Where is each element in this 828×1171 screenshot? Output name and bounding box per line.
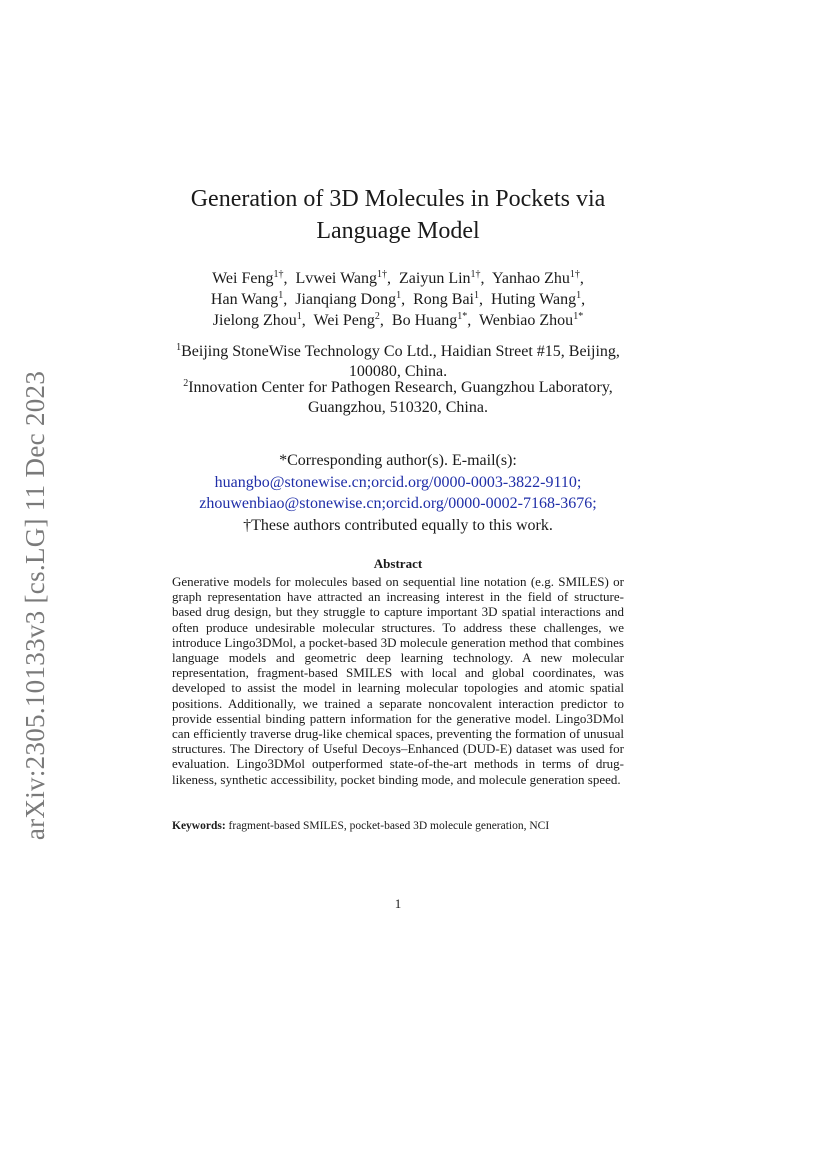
author-name-text: Jielong Zhou	[212, 312, 297, 329]
affiliation-line: Guangzhou, 510320, China.	[308, 399, 488, 416]
author-affiliation-marker: 1†	[470, 269, 481, 280]
author-affiliation-marker: 1	[576, 290, 582, 301]
equal-contribution-note: †These authors contributed equally to this work.	[243, 516, 553, 534]
author-name: Jianqiang Dong$^1$,	[295, 290, 406, 308]
keywords-label: Keywords:	[172, 820, 226, 832]
author-name: Rong Bai$^1$,	[413, 290, 483, 308]
paper-title: Generation of 3D Molecules in Pockets via Language Model	[190, 186, 606, 244]
author-name: Zaiyun Lin$^{1\dagger}$,	[399, 269, 485, 287]
abstract-text: Generative models for molecules based on sequential line notation (e.g. SMILES) or graph representation have attracted an increasing interest in the field of structure-based drug design, but they struggle to capture important 3D spatial interactions and often produce undesirable molecular structures. To address these challenges, we introduce Lingo3DMol, a pocket-based 3D molecule generation method that combines language models and geometric deep learning technology. A new molecular representation, fragment-based SMILES with local and global coordinates, was developed to assist the model in learning molecular topologies and atomic spatial positions. Additionally, we trained a separate noncovalent interaction predictor to provide essential binding pattern information for the generative model. Lingo3DMol can efficiently traverse drug-like chemical spaces, preventing the formation of unusual structures. The Directory of Useful Decoys–Enhanced (DUD-E) dataset was used for evaluation. Lingo3DMol outperformed state-of-the-art methods in terms of drug-likeness, synthetic accessibility, pocket binding mode, and molecule generation speed.	[172, 574, 624, 787]
author-affiliation-marker: 1†	[377, 269, 387, 280]
arxiv-identifier-stamp	[16, 362, 56, 848]
affiliation-2	[150, 378, 646, 418]
author-name: Lvwei Wang$^{1\dagger}$,	[295, 269, 391, 287]
author-name: Wei Feng$^{1\dagger}$,	[212, 269, 288, 287]
arxiv-identifier-text: arXiv:2305.10133v3 [cs.LG] 11 Dec 2023	[20, 370, 51, 840]
keywords-line	[172, 819, 624, 833]
author-name: Wei Peng$^2$,	[313, 311, 384, 329]
author-name: Jielong Zhou$^1$,	[212, 311, 306, 329]
author-affiliation-marker: 1	[296, 311, 302, 322]
author-name-text: Yanhao Zhu	[491, 270, 570, 287]
corresponding-contact-link[interactable]: zhouwenbiao@stonewise.cn;orcid.org/0000-0002-7168-3676;	[199, 495, 597, 512]
corresponding-contact-link[interactable]: huangbo@stonewise.cn;orcid.org/0000-0003-3822-9110;	[214, 473, 582, 491]
correspondence-label: *Corresponding author(s). E-mail(s):	[279, 452, 517, 469]
page-number: 1	[394, 896, 402, 911]
author-affiliation-marker: 1	[396, 290, 402, 301]
correspondence-block	[150, 450, 646, 536]
author-name-text: Rong Bai	[413, 291, 474, 308]
author-name: Han Wang$^1$,	[210, 290, 288, 308]
affiliation-1	[150, 342, 646, 382]
author-name-text: Huting Wang	[490, 291, 577, 308]
author-affiliation-marker: 1	[278, 290, 284, 301]
author-name: Yanhao Zhu$^{1\dagger}$,	[491, 269, 584, 287]
author-name-text: Zaiyun Lin	[399, 270, 471, 287]
affiliation-marker: 1	[176, 342, 182, 353]
keywords-text: fragment-based SMILES, pocket-based 3D molecule generation, NCI	[228, 820, 550, 832]
author-name-text: Wenbiao Zhou	[478, 312, 574, 329]
author-affiliation-marker: 1†	[273, 269, 284, 280]
author-name: Bo Huang$^{1*}$,	[391, 311, 472, 329]
author-name-text: Jianqiang Dong	[295, 291, 397, 308]
author-name-text: Han Wang	[210, 291, 279, 308]
author-name-text: Lvwei Wang	[295, 270, 377, 287]
affiliation-marker: 2	[183, 378, 189, 389]
author-name	[479, 312, 583, 329]
author-affiliation-marker: 1*	[457, 311, 468, 322]
author-affiliation-marker: 1	[473, 290, 479, 301]
author-name: Huting Wang$^1$,	[490, 290, 586, 308]
abstract-heading: Abstract	[373, 556, 423, 571]
affiliation-line: Beijing StoneWise Technology Co Ltd., Haidian Street #15, Beijing,	[181, 343, 620, 360]
author-name-text: Wei Peng	[313, 312, 375, 329]
author-affiliation-marker: 2	[374, 311, 380, 322]
author-name-text: Wei Feng	[212, 270, 274, 287]
author-affiliation-marker: 1*	[573, 311, 584, 322]
author-name-text: Bo Huang	[391, 312, 458, 329]
author-list	[150, 268, 646, 331]
author-affiliation-marker: 1†	[569, 269, 580, 280]
affiliation-line: 100080, China.	[348, 363, 448, 380]
affiliation-line: Innovation Center for Pathogen Research, Guangzhou Laboratory,	[188, 379, 613, 396]
